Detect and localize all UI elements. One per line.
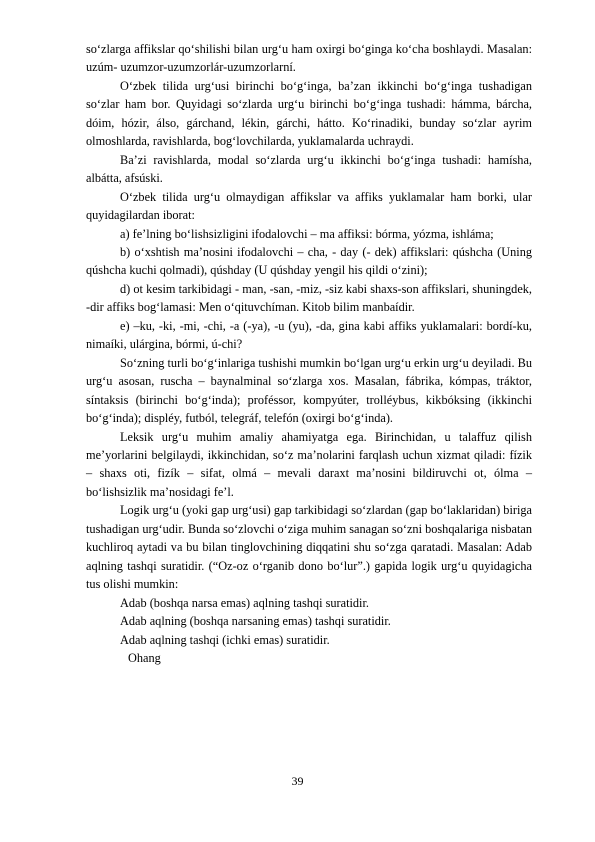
paragraph: Leksik urg‘u muhim amaliy ahamiyatga ega. Birinchidan, u talaffuz qilish me’yorlarini belgilaydi, ikkinchidan, so‘z ma’nolarini farqlash uchun xizmat qiladi: fízik – shaxs oti, fizík – sifat, olmá – mevali daraxt ma’nosini bildiruvchi ot, ólma – bo‘lishsizlik ma’nosidagi fe’l.	[86, 429, 532, 499]
list-item: a) fe’lning bo‘lishsizligini ifodalovchi – ma affiksi: bórma, yózma, ishláma;	[120, 226, 494, 241]
list-item: e) –ku, -ki, -mi, -chi, -a (-ya), -u (yu), -da, gina kabi affiks yuklamalari: bordí-ku, nimaíki, ulárgina, bórmi, ú-chi?	[86, 318, 532, 352]
section-heading: Ohang	[128, 650, 161, 665]
paragraph: Ba’zi ravishlarda, modal so‘zlarda urg‘u ikkinchi bo‘g‘inga tushadi: hamíshа, albátta, afsúski.	[86, 152, 532, 186]
example-line: Adab (boshqa narsa emas) aqlning tashqi suratidir.	[120, 595, 369, 610]
page-number: 39	[291, 774, 304, 788]
paragraph: Logik urg‘u (yoki gap urg‘usi) gap tarkibidagi so‘zlardan (gap bo‘laklaridan) biriga tushadigan urg‘udir. Bunda so‘zlovchi o‘ziga muhim sanagan so‘zni boshqalariga nisbatan kuchliroq aytadi va bu bilan tinglovchining diqqatini shu so‘zga qaratadi. Masalan: Adab aqlning tashqi suratidir. (“Oz-oz o‘rganib dono bo‘lur”.) gapida logik urg‘u quyidagicha tus olishi mumkin:	[86, 503, 532, 592]
example-line: Adab aqlning (boshqa narsaning emas) tashqi suratidir.	[120, 614, 391, 629]
paragraph: so‘zlarga affikslar qo‘shilishi bilan urg‘u ham oxirgi bo‘ginga ko‘cha boshlaydi. Masalan: uzúm- uzumzor-uzumzorlár-uzumzorlarní.	[86, 42, 532, 75]
list-item: d) ot kesim tarkibidagi - man, -san, -miz, -siz kabi shaxs-son affikslari, shuningdek, -dir affiks bog‘lamasi: Men o‘qituvchíman. Kitob bilim manbaídir.	[86, 281, 532, 315]
list-item: b) o‘xshtish ma’nosini ifodalovchi – cha, - day (- dek) affikslari: qúshcha (Uning qúshcha kuchi qolmadi), qúshday (U qúshday yengil his qildi o‘zini);	[86, 244, 532, 278]
paragraph: O‘zbek tilida urg‘u olmaydigan affikslar va affiks yuklamalar ham borki, ular quyidagilardan iborat:	[86, 189, 532, 223]
example-line: Adab aqlning tashqi (ichki emas) suratidir.	[120, 632, 330, 647]
paragraph: So‘zning turli bo‘g‘inlariga tushishi mumkin bo‘lgan urg‘u erkin urg‘u deyiladi. Bu urg‘u asosan, ruscha – baynalminal so‘zlarga xos. Masalan, fábrika, kómpas, tráktor, síntaksis (birinchi bo‘g‘inda); proféssor, kompyúter, trolléybus, kikbóksing (ikkinchi bo‘g‘inda); displéy, futból, telegráf, telefón (oxirgi bo‘g‘inda).	[86, 355, 532, 426]
paragraph: O‘zbek tilida urg‘usi birinchi bo‘g‘inga, ba’zan ikkinchi bo‘g‘inga tushadigan so‘zlar ham bor. Quyidagi so‘zlarda urg‘u birinchi bo‘g‘inga tushadi: hámma, bárcha, dóim, hózir, álso, gárchand, lékin, gárchi, hátto. Ko‘rinadiki, bunday so‘zlar ayrim olmoshlarda, ravishlarda, bog‘lovchilarda, yuklamalarda uchraydi.	[86, 78, 532, 149]
page-body	[86, 40, 532, 667]
